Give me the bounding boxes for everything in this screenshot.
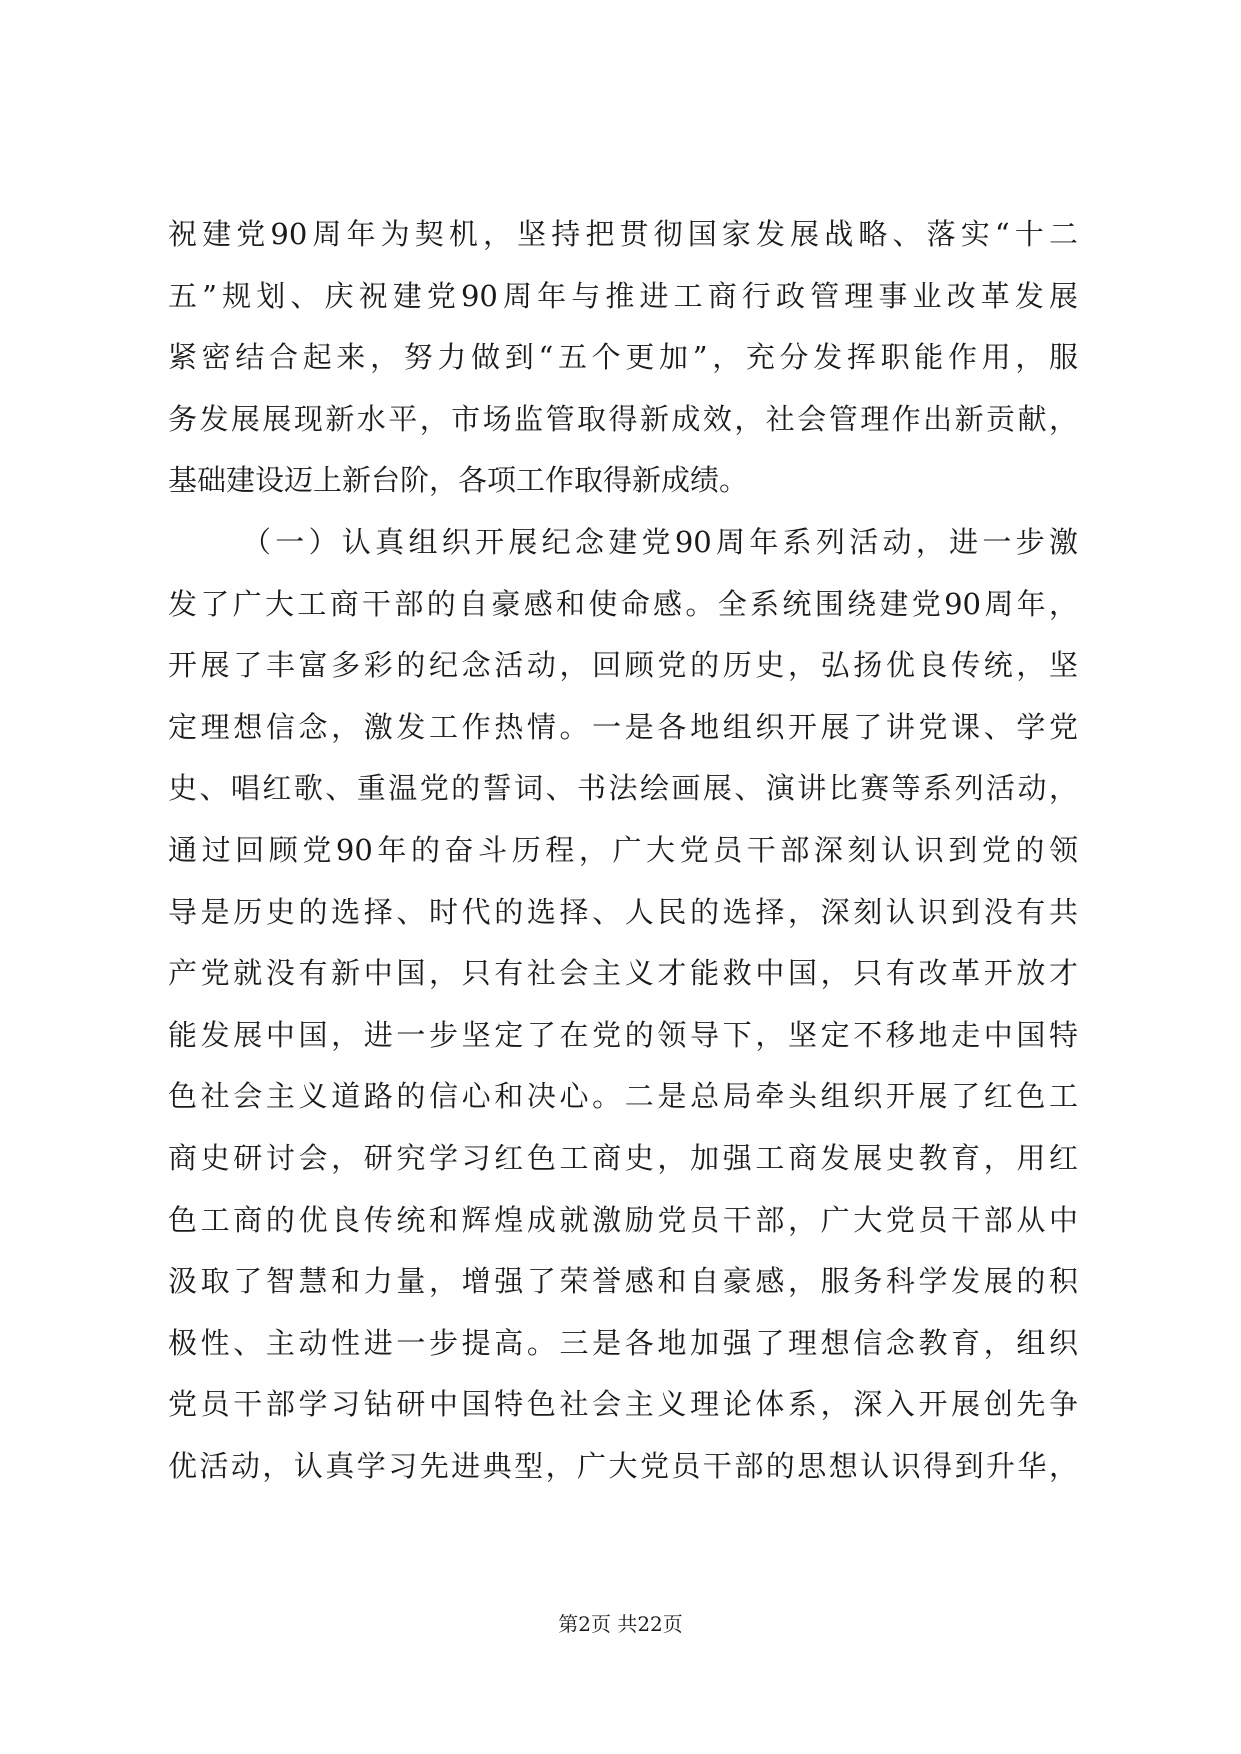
text-line: 优活动，认真学习先进典型，广大党员干部的思想认识得到升华， [168,1448,1078,1483]
section-heading-line: （一）认真组织开展纪念建党90周年系列活动，进一步激 [242,524,1078,559]
text-line: 通过回顾党90年的奋斗历程，广大党员干部深刻认识到党的领 [168,832,1078,867]
text-line: 五”规划、庆祝建党90周年与推进工商行政管理事业改革发展 [168,278,1078,313]
text-line: 祝建党90周年为契机，坚持把贯彻国家发展战略、落实“十二 [168,217,1078,251]
text-line: 色社会主义道路的信心和决心。二是总局牵头组织开展了红色工 [168,1079,1078,1114]
text-line: 色工商的优良传统和辉煌成就激励党员干部，广大党员干部从中 [168,1202,1078,1237]
text-line: 党员干部学习钻研中国特色社会主义理论体系，深入开展创先争 [168,1387,1078,1422]
text-line: 极性、主动性进一步提高。三是各地加强了理想信念教育，组织 [168,1325,1078,1360]
page-number-footer: 第2页 共22页 [558,1612,683,1636]
text-line: 导是历史的选择、时代的选择、人民的选择，深刻认识到没有共 [168,894,1078,929]
body-text [168,204,1078,1497]
text-line: 商史研讨会，研究学习红色工商史，加强工商发展史教育，用红 [168,1140,1078,1175]
text-line: 务发展展现新水平，市场监管取得新成效，社会管理作出新贡献， [168,401,1078,436]
text-line: 产党就没有新中国，只有社会主义才能救中国，只有改革开放才 [168,956,1078,991]
text-line: 汲取了智慧和力量，增强了荣誉感和自豪感，服务科学发展的积 [168,1264,1078,1299]
text-line: 定理想信念，激发工作热情。一是各地组织开展了讲党课、学党 [168,709,1078,744]
text-line: 基础建设迈上新台阶，各项工作取得新成绩。 [168,463,749,498]
text-line: 能发展中国，进一步坚定了在党的领导下，坚定不移地走中国特 [168,1017,1078,1052]
text-line: 史、唱红歌、重温党的誓词、书法绘画展、演讲比赛等系列活动， [168,771,1078,806]
text-line: 发了广大工商干部的自豪感和使命感。全系统围绕建党90周年， [168,586,1078,621]
text-line: 开展了丰富多彩的纪念活动，回顾党的历史，弘扬优良传统，坚 [168,648,1078,683]
text-line: 紧密结合起来，努力做到“五个更加”，充分发挥职能作用，服 [168,340,1078,375]
